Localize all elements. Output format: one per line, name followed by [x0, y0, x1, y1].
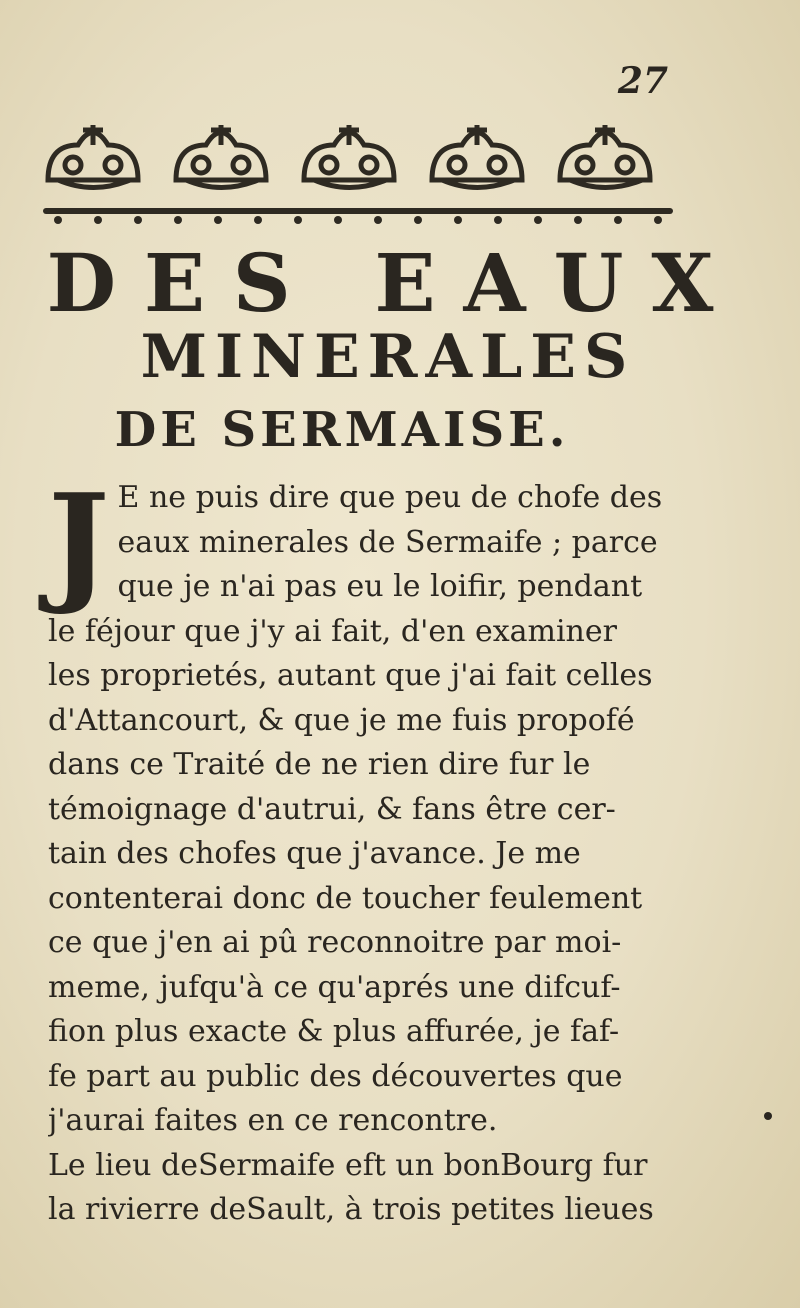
margin-ink-dot	[764, 1112, 772, 1120]
drop-cap: J	[48, 465, 110, 618]
page-number: 27	[617, 60, 668, 102]
text-line: j'aurai faites en ce rencontre.	[48, 1103, 498, 1138]
text-line: la rivierre deSault, à trois petites lieues	[48, 1192, 654, 1227]
text-line: que je n'ai pas eu le loifir, pendant	[117, 569, 643, 604]
floral-headpiece-icon	[38, 100, 678, 230]
text-line: Le lieu deSermaife eft un bonBourg fur	[48, 1147, 648, 1183]
title-line-3: DE SERMAISE.	[114, 402, 570, 458]
text-line: fion plus exacte & plus affurée, je faf-	[48, 1014, 620, 1049]
text-line: ce que j'en ai pû reconnoitre par moi-	[48, 925, 622, 960]
text-line: eaux minerales de Sermaife ; parce	[117, 524, 658, 560]
title-line-2: MINERALES	[140, 322, 636, 392]
text-line: tain des chofes que j'avance. Je me	[48, 836, 581, 871]
text-line: fe part au public des découvertes que	[48, 1058, 623, 1094]
text-line: contenterai donc de toucher feulement	[48, 880, 643, 916]
text-line: les proprietés, autant que j'ai fait celles	[48, 658, 653, 693]
title-line-1: DES EAUX	[46, 236, 742, 330]
text-line: le féjour que j'y ai fait, d'en examiner	[48, 613, 617, 649]
text-line: E ne puis dire que peu de chofe des	[117, 480, 663, 515]
text-line: dans ce Traité de ne rien dire fur le	[48, 747, 591, 782]
body-text	[48, 465, 716, 1233]
text-line: d'Attancourt, & que je me fuis propofé	[48, 702, 635, 738]
text-line: meme, jufqu'à ce qu'aprés une difcuf-	[48, 969, 621, 1005]
text-line: témoignage d'autrui, & fans être cer-	[48, 791, 616, 827]
